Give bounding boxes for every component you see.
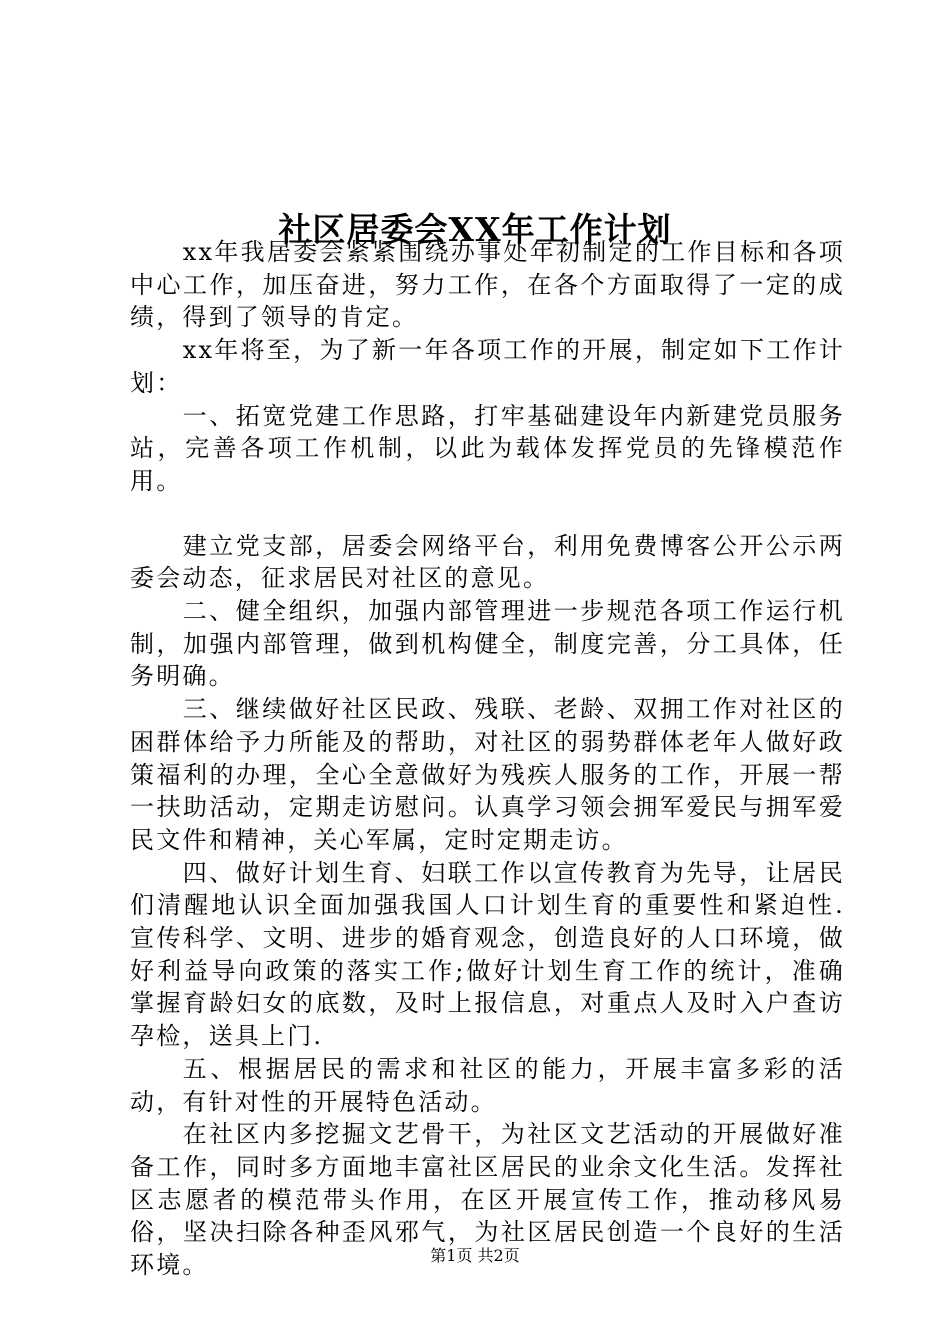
paragraph-item-4: 四、做好计划生育、妇联工作以宣传教育为先导，让居民们清醒地认识全面加强我国人口计划生育的重要性和紧迫性.宣传科学、文明、进步的婚育观念，创造良好的人口环境，做好利益导向政策的落实工作;做好计划生育工作的统计，准确掌握育龄妇女的底数，及时上报信息，对重点人及时入户查访孕检，送具上门. [130,858,845,1051]
page-footer: 第1页 共2页 [430,1246,520,1265]
document-body [130,236,845,1282]
paragraph-item-1: 一、拓宽党建工作思路，打牢基础建设年内新建党员服务站，完善各项工作机制，以此为载体发挥党员的先锋模范作用。 [130,401,845,495]
document-title: 社区居委会XX年工作计划 [278,210,672,250]
paragraph-item-5-detail: 在社区内多挖掘文艺骨干，为社区文艺活动的开展做好准备工作，同时多方面地丰富社区居民的业余文化生活。发挥社区志愿者的模范带头作用，在区开展宣传工作，推动移风易俗，坚决扫除各种歪风邪气，为社区居民创造一个良好的生活环境。 [130,1120,845,1280]
paragraph-item-3: 三、继续做好社区民政、残联、老龄、双拥工作对社区的困群体给予力所能及的帮助，对社区的弱势群体老年人做好政策福利的办理，全心全意做好为残疾人服务的工作，开展一帮一扶助活动，定期走访慰问。认真学习领会拥军爱民与拥军爱民文件和精神，关心军属，定时定期走访。 [130,695,845,854]
paragraph-intro: xx年我居委会紧紧围绕办事处年初制定的工作目标和各项中心工作，加压奋进，努力工作，在各个方面取得了一定的成绩，得到了领导的肯定。 [130,238,845,332]
paragraph-item-5: 五、根据居民的需求和社区的能力，开展丰富多彩的活动，有针对性的开展特色活动。 [130,1054,845,1116]
paragraph-item-1-detail: 建立党支部，居委会网络平台，利用免费博客公开公示两委会动态，征求居民对社区的意见。 [130,531,845,593]
paragraph-item-2: 二、健全组织，加强内部管理进一步规范各项工作运行机制，加强内部管理，做到机构健全，制度完善，分工具体，任务明确。 [130,597,845,691]
paragraph-plan-lead: xx年将至，为了新一年各项工作的开展，制定如下工作计划： [130,336,845,397]
